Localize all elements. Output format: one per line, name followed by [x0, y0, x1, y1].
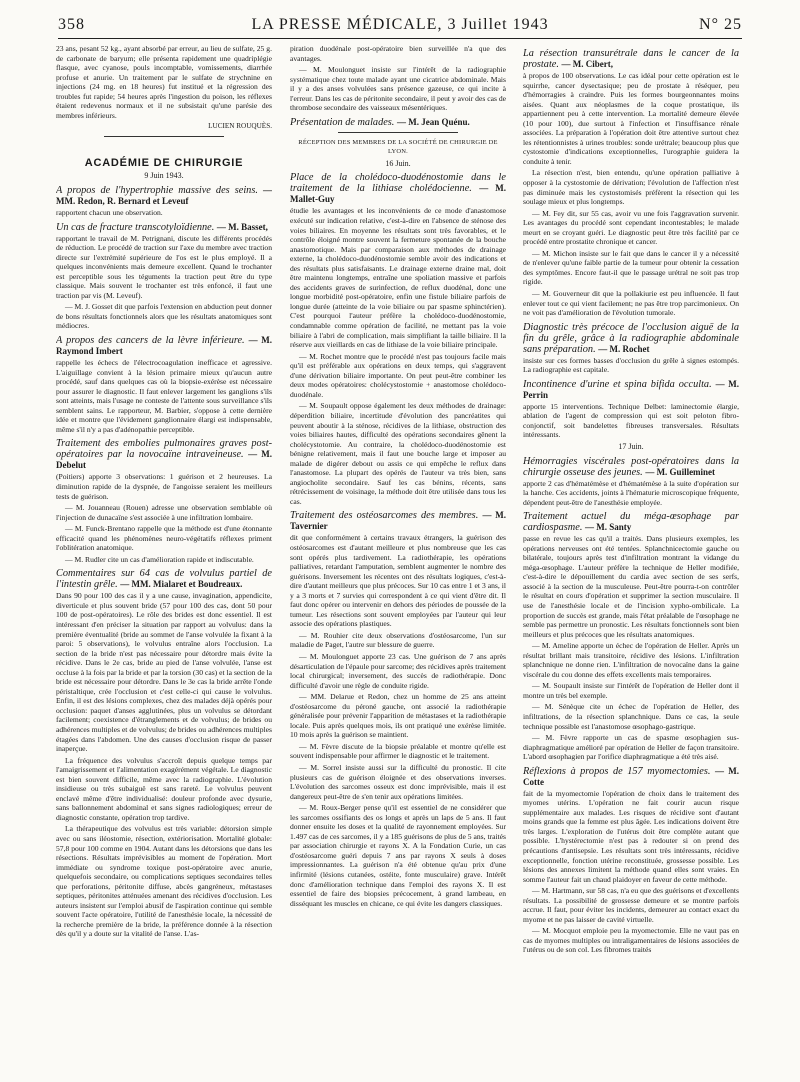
paragraph: — MM. Delarue et Redon, chez un homme de 25 ans atteint d'ostéosarcome du péroné gauche, ont associé la radiothérapie généralisée pour prévenir l'apparition de métastases et la radiothérapie locale. Puis après quelques mois, ils ont pratiqué une exérèse limitée. 10 mois après la guérison se maintient. [290, 692, 506, 740]
paragraph: — M. Soupault oppose également les deux méthodes de drainage: déperdition biliaire, incertitude d'évolution des pancréatites qui peuvent aboutir à la sténose, récidives de la lithiase, obstruction des voies biliaires hautes, difficulté des opérations secondaires gênent la cholécystotomie. Au contraire, la cholédoco-duodénostomie est bénigne relativement, mais il faut une bouche large et imposer au malade de digérer debout ou assis ce qui empêche le reflux dans l'anastomose. La plupart des opérés de l'auteur va très bien, sans angiocholite secondaire. Sauf les cas bénins, récents, sans rétrécissement de voisinage, la méthode doit être utilisée dans tous les cas. [290, 401, 506, 506]
paragraph: — M. Rochet montre que le procédé n'est pas toujours facile mais qu'il est préférable aux opérations en deux temps, qui s'aggravent d'une dérivation biliaire importante. On peut peut-être combiner les deux modes opératoires: cholécystostomie + anastomose cholédoco-duodénale. [290, 351, 506, 399]
paragraph: — M. Rudler cite un cas d'amélioration rapide et indiscutable. [65, 554, 254, 564]
article-heading: Présentation de malades. — M. Jean Quénu. [290, 116, 470, 128]
paragraph: fait de la myomectomie l'opération de choix dans le traitement des myomes utérins. L'opération ne fait courir aucun risque supplémentaire aux malades. Les risques de récidive sont d'autant moins grands que la femme est plus âgée. Les indications doivent être très larges. L'exploration de l'utérus doit être complète autant que possible. L'hystérectomie n'est pas à redouter si on prend des précautions d'antisepsie. Les résultats sont très intéressants, récidive exceptionnelle, fonction utérine reconstituée, grossesse possible. Les lésions des annexes limitent la méthode quand elles sont vraies. En somme l'auteur fait un chaud plaidoyer en faveur de cette méthode. [523, 788, 739, 884]
paragraph: apporte 2 cas d'hématémèse et d'hématémèse à la suite d'opération sur la hanche. Ces accidents, joints à l'hématurie microscopique fréquente, dépendent peut-être de l'anesthésie employée. [523, 478, 739, 507]
article-heading: Réflexions à propos de 157 myomectomies. — M. Cotte [523, 765, 739, 787]
paragraph: — M. J. Gosset dit que parfois l'extension en abduction peut donner de bons résultats fonctionnels alors que les résultats anatomiques sont médiocres. [56, 302, 272, 331]
page-number: 358 [58, 16, 85, 33]
column-2 [290, 44, 506, 1074]
session-date: 9 Juin 1943. [144, 171, 184, 181]
paragraph: — M. Ameline apporte un échec de l'opération de Heller. Après un résultat brillant mais transitoire, récidive des lésions. L'infiltration splanchnique ne donne rien. L'infiltration de novocaïne dans la gaine viscérale du cou donne des effets excellents mais temporaires. [523, 641, 739, 679]
paragraph: (Poitiers) apporte 3 observations: 1 guérison et 2 heureuses. La diminution rapide de la dyspnée, de l'angoisse seraient les meilleurs tests de guérison. [56, 472, 272, 501]
paragraph: — M. Gouverneur dit que la pollakiurie est peu influencée. Il faut enlever tout ce qui vient facilement; ne pas être trop parcimonieux. On ne voit pas d'amélioration de l'évolution tumorale. [523, 289, 739, 318]
paragraph: — M. Michon insiste sur le fait que dans le cancer il y a nécessité de n'enlever qu'une faible partie de la tumeur pour obtenir la cessation des symptômes. Encore faut-il que le passage urétral ne soit pas trop rigide. [523, 248, 739, 287]
paragraph: — M. Fèvre discute de la biopsie préalable et montre qu'elle est souvent indispensable pour affirmer le diagnostic et le traitement. [290, 741, 506, 761]
paragraph: passe en revue les cas qu'il a traités. Dans plusieurs exemples, les opérations nerveuses ont été tentées. Splanchnicectomie gauche ou bilatérale, toujours après test d'infiltration montrant la vidange du méga-œsophage. L'auteur préfère la technique de Heller modifiée, c'est-à-dire le dépouillement du cardia avec section de ses serfs, associé à la section de la musculeuse. Peut-être pourra-t-on contrôler le résultat en cours d'opération et supprimer la section musculaire. Il use de l'anesthésie locale et de l'incision xypho-ombilicale. La proportion de succès est grande, mais l'état préalable de l'œsophage ne semble pas permettre un pronostic. Les résultats fonctionnels sont bien meilleurs et plus précoces que les résultats anatomiques. [523, 534, 739, 639]
paragraph: — M. Rouhier cite deux observations d'ostéosarcome, l'un sur maladie de Paget, l'autre sur blessure de guerre. [290, 630, 506, 650]
session-date: 17 Juin. [618, 441, 644, 451]
article-heading: La résection transurétrale dans le cancer de la prostate. — M. Cibert, [523, 48, 739, 70]
reception-notice: RÉCEPTION DES MEMBRES DE LA SOCIÉTÉ DE CHIRURGIE DE LYON. [298, 138, 498, 156]
paragraph: rapportent chacun une observation. [56, 208, 163, 218]
article-heading: Commentaires sur 64 cas de volvulus partiel de l'intestin grêle. — MM. Mialaret et Boudreaux. [56, 568, 272, 591]
article-heading: Traitement des ostéosarcomes des membres. — M. Tavernier [290, 510, 506, 532]
paragraph: — M. Mocquot emploie peu la myomectomie. Elle ne vaut pas en cas de myomes multiples ou intraligamentaires de lésions associées de l'utérus ou de son col. Les fibromes traités [523, 926, 739, 955]
paragraph: — M. Hartmann, sur 58 cas, n'a eu que des guérisons et d'excellents résultats. La possibilité de grossesse demeure et se montre parfois accrue. Il faut, pour éviter les incidents, demeurer au contact exact du myome et ne pas laisser de cavité virtuelle. [523, 886, 739, 924]
paragraph: — M. Sénèque cite un échec de l'opération de Heller, des infiltrations, de la résection splanchnique. Dans ce cas, la seule technique possible est l'anastomose œsophago-gastrique. [523, 702, 739, 731]
paragraph: rapportant le travail de M. Petrignani, discute les différents procédés de réduction. Le procédé de traction sur l'axe du membre avec traction directe sur l'extrémité supérieure de l'os est le plus employé. Il a quelques inconvénients mais demeure excellent. Quand le trochanter est perceptible sous les téguments la traction peut être du type classique. Mais souvent le trochanter est très enfoncé, il faut une traction par vis (M. Leveuf). [56, 233, 272, 300]
paragraph: 23 ans, pesant 52 kg., ayant absorbé par erreur, au lieu de sulfate, 25 g. de carbonate de baryum; elle présenta rapidement une quadriplégie flasque, avec cyanose, pouls incomptable, vomissements, diarrhée profuse et anurie. Un traitement par le sulfate de strychnine en injections (24 mg. en 18 heures) fut institué et la régression des troubles fut rapide; 54 heures après l'ingestion du poison, les réflexes étaient redevenus normaux et il ne subsistait qu'une parésie des membres inférieurs. [56, 44, 272, 120]
paragraph: — M. Sorrel insiste aussi sur la difficulté du pronostic. Il cite plusieurs cas de guérison éloignée et des observations inverses. L'évolution des sarcomes osseux est donc imprévisible, mais il est dangereux peut-être de s'en tenir aux opérations limitées. [290, 763, 506, 801]
divider [104, 136, 224, 137]
journal-title-date: LA PRESSE MÉDICALE, 3 Juillet 1943 [251, 16, 549, 33]
column-1 [56, 44, 272, 1074]
article-heading: Diagnostic très précoce de l'occlusion aiguë de la fin du grêle, grâce à la radiographie abdominale sans préparation. — M. Rochet [523, 321, 739, 355]
article-heading: Incontinence d'urine et spina bifida occulta. — M. Perrin [523, 378, 739, 400]
author-signature: LUCIEN ROUQUÈS. [208, 122, 272, 131]
paragraph: — M. Roux-Berger pense qu'il est essentiel de ne considérer que les sarcomes ossifiants des os longs et après un laps de 5 ans. Il faut donner ensuite les doses et la qualité de rayonnement employées. Sur 1.497 cas de ces sarcomes, il y a 185 guérisons de plus de 5 ans, traités par association chirurgie et rayons X. A la Fondation Curie, un cas d'ostéosarcome guéri depuis 7 ans par rayons X seuls à doses impressionnantes. La guérison n'a été obtenue qu'au prix d'une infirmité (lésions cutanées, ostéite, fonte musculaire) grave. Intérêt donc d'amélioration technique dans l'emploi des rayons X. Il est essentiel de faire des biopsies précocement, à grand lambeau, en disséquant les muscles en chicane, ce qui évite les dangers classiques. [290, 803, 506, 908]
article-heading: Traitement des embolies pulmonaires graves post-opératoires par la novocaïne intraveineuse. — M. Debelut [56, 438, 272, 471]
article-heading: Hémorragies viscérales post-opératoires dans la chirurgie osseuse des jeunes. — M. Guilleminet [523, 455, 739, 478]
article-heading: Place de la cholédoco-duodénostomie dans le traitement de la lithiase cholédocienne. — M. Mallet-Guy [290, 172, 506, 205]
divider [338, 132, 458, 133]
paragraph: insiste sur ces formes basses d'occlusion du grêle à signes estompés. La radiographie est capitale. [523, 355, 739, 375]
paragraph: à propos de 100 observations. Le cas idéal pour cette opération est le squirrhe, cancer dysectasique; peu de prostate à réséquer, peu d'hémorragies à craindre. Puis les formes bourgeonnantes moins aisées. Quant aux néoplasmes de la coque prostatique, ils appartiennent peu à cette intervention. La mortalité demeure élevée (10 pour 100), due surtout à l'infection et l'insuffisance rénale associées. La préparation à l'opération doit être attentive surtout chez les rétentionnistes à urines troubles: sonde urétrale; beaucoup plus que cystostomie d'indications exceptionnelles, l'urographie guidera la conduite à tenir. [523, 71, 739, 166]
paragraph: La thérapeutique des volvulus est très variable: détorsion simple avec ou sans iléostomie, résection, extériorisation. Mortalité globale: 57,8 pour 100 comme en 1904. Autant dans les détorsions que dans les résections. Résultats imprévisibles au moment de l'opération. Mort immédiate ou syndrome toxique post-opératoire avec anurie, quelquefois secondaire, ou complications septiques secondaires telles que perforations, péritonite diffuse, abcès gangréneux, métastases septiques, péritonites atténuées amenant des récidives d'occlusion. Les auteurs insistent sur l'emploi abusif de l'aspiration continue qui semble souvent l'acte opératoire, l'utilité de l'anesthésie locale, la nécessité de la recherche première de la bride, la préférence donnée à la résection dès qu'il y a doute sur la vitalité de l'anse. L'as- [56, 824, 272, 939]
paragraph: Dans 90 pour 100 des cas il y a une cause, invagination, appendicite, diverticule et plus souvent bride (57 pour 100 des cas, dont 50 pour 100 de post-opératoires). Le rôle des brides est donc essentiel. Il est intéressant d'en préciser la situation par rapport au volvulus: dans la première éventualité (bride au sommet de l'anse volvulée la fixant à la paroi: 5 observations), le volvulus entraîne alors l'occlusion. La section de la bride n'est pas nécessaire pour détordre mais évite la récidive. Dans le 2e cas, bride au pied de l'anse volvulée, l'anse est occluse à la fois par la bride et par la torsion (30 cas) et la section de la bride est nécessaire pour détordre. Dans le 3e cas la bride arrête l'onde péristaltique, crée l'occlusion et c'est celle-ci qui cause le volvulus. Enfin, il est des lésions complexes, chez des malades déjà opérés pour occlusion: paquet d'anses agglutinées, plus un volvulus se détordant facilement; coexistence d'étranglements et de volvulus; de brides ou adhérences multiples et de volvulus; de brides ou adhérences multiples étagées dans l'abdomen. Une des causes d'occlusion risque de passer inaperçue. [56, 591, 272, 754]
paragraph: — M. Fèvre rapporte un cas de spasme œsophagien sus-diaphragmatique amélioré par opération de Heller de façon transitoire. L'abord œsophagien par l'orifice diaphragmatique a été très aisé. [523, 733, 739, 762]
paragraph: apporte 15 interventions. Technique Delbet: laminectomie élargie, ablation de l'agent de compression qui est soit peloton fibro-conjonctif, soit bandelettes fibreuses transversales. Résultats intéressants. [523, 401, 739, 440]
paragraph: étudie les avantages et les inconvénients de ce mode d'anastomose exécuté sur indication relative, c'est-à-dire en l'absence de sténose des voies biliaires. En moyenne les résultats sont très favorables, et le contrôle éloigné montre souvent la fermeture spontanée de la bouche anastomotique. Mais par comparaison aux méthodes de drainage externe, la cholédoco-duodénostomie semble avoir des indications et des résultats plus satisfaisants. Le drainage externe draine mal, doit être maintenu longtemps, entraîne une spoliation massive et parfois des accidents graves de surinfection, de reflux duodénal, donc une longue morbidité post-opératoire, enfin une fistule biliaire parfois de longue durée (atteinte de la voie biliaire ou par spasme sphinctérien). C'est pourquoi l'auteur préfère la cholédoco-duodénostomie, condamnable comme opération de facilité, ne mettant pas la voie biliaire à l'abri de complication, mais simplifiant la taille biliaire. Il la réserve aux vieillards en cas de lithiase de la voie biliaire principale. [290, 206, 506, 350]
paragraph: La fréquence des volvulus s'accroît depuis quelque temps par l'amaigrissement et l'alimentation exagérément végétale. Le diagnostic est bien souvent difficile, même avec la radiographie. L'évolution insidieuse ou très subaiguë est sans rareté. Le volvulus peuvent enclavé même d'être individualisé: douleur profonde avec dysurie, sans ballonnement abdominal et sans signes radiologiques; erreur de diagnostic constante, opération trop tardive. [56, 755, 272, 822]
paragraph: — M. Moulonguet apporte 23 cas. Une guérison de 7 ans après désarticulation de l'épaule pour sarcome; des récidives après traitement local chirurgical; inversement, des succès de radiothérapie. Donc difficulté d'avoir une règle de conduite rigide. [290, 651, 506, 690]
article-heading: A propos des cancers de la lèvre inférieure. — M. Raymond Imbert [56, 335, 272, 357]
paragraph: — M. Moulonguet insiste sur l'intérêt de la radiographie systématique chez toute malade ayant une cicatrice abdominale. Mais il y a des anses volvulées sans présence gazeuse, ce qui incite à l'erreur. Dans les cas de péritonite secondaire, il peut y avoir des cas de thrombose secondaire des vaisseaux mésentériques. [290, 65, 506, 113]
issue-number: N° 25 [699, 16, 742, 33]
paragraph: — M. Funck-Brentano rappelle que la méthode est d'une étonnante efficacité quand les phénomènes neuro-végétatifs réflexes priment l'oblitération anatomique. [56, 524, 272, 553]
column-3 [523, 44, 739, 1074]
paragraph: rappelle les échecs de l'électrocoagulation inefficace et agressive. L'aiguillage convient à la lésion primaire mieux qu'aucun autre procédé, sauf dans quelques cas où la biopsie-exérèse est nécessaire pour assurer le diagnostic. Il faut enlever largement les ganglions s'ils sont atteints, mais l'usage ne conteste de l'attente sous surveillance s'ils semblent sains. Le rapporteur, M. Barbier, s'oppose à cette dernière idée et montre que l'évidement ganglionnaire élargi est indispensable, même s'il n'y a pas d'adénopathie perceptible. [56, 358, 272, 434]
section-title: ACADÉMIE DE CHIRURGIE [84, 156, 244, 169]
article-heading: A propos de l'hypertrophie massive des seins. — MM. Redon, R. Bernard et Leveuf [56, 185, 272, 207]
paragraph: dit que conformément à certains travaux étrangers, la guérison des ostéosarcomes est d'autant meilleure et plus nombreuse que les cas sont opérés plus tardivement. La radiothérapie, les opérations palliatives, retardant l'amputation, semblent augmenter le nombre des guérisons. Inversement les récentes ont des résultats logiques, c'est-à-dire d'autant meilleurs que plus précoces. Sur 10 cas entre 1 et 3 ans, il y a 3 morts et 7 survies qui correspondent à ce qui vient d'être dit. Il faut donc opérer ou intervenir en dehors des périodes de poussée de la tumeur. Les résections sont souvent employées par l'auteur qui leur associe des opérations plastiques. [290, 533, 506, 629]
paragraph: — M. Jouanneau (Rouen) adresse une observation semblable où l'injection de dunacaïne s'est associée à une infiltration lombaire. [56, 503, 272, 522]
paragraph: — M. Soupault insiste sur l'intérêt de l'opération de Heller dont il montre un très bel exemple. [523, 681, 739, 700]
paragraph: La résection n'est, bien entendu, qu'une opération palliative à opposer à la cystostomie de dérivation; l'évolution de l'affection n'est pas diminuée mais les cystostomisés préfèrent la résection qui les soulage mieux et plus longtemps. [523, 168, 739, 207]
running-header [58, 12, 742, 39]
article-heading: Un cas de fracture transcotyloïdienne. — M. Basset, [56, 221, 268, 233]
session-date: 16 Juin. [385, 158, 411, 168]
paragraph: — M. Fey dit, sur 55 cas, avoir vu une fois l'aggravation survenir. Les avantages du procédé sont cependant incontestables; le malade meurt en se croyant guéri. Le diagnostic peut être très facilité par ce procédé entre prostatite chronique et cancer. [523, 208, 739, 247]
article-heading: Traitement actuel du méga-œsophage par cardiospasme. — M. Santy [523, 511, 739, 534]
paragraph: piration duodénale post-opératoire bien surveillée n'a que des avantages. [290, 44, 506, 63]
